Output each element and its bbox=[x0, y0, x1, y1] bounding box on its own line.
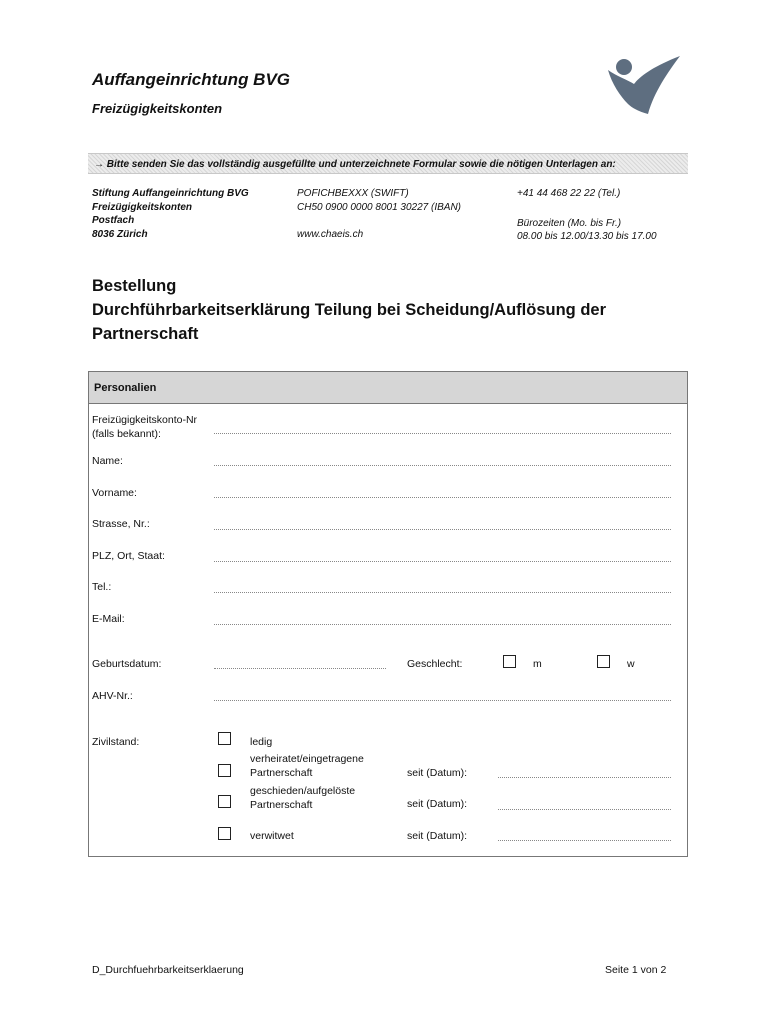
section-header: Personalien bbox=[88, 371, 688, 404]
iban-number: CH50 0900 0000 8001 30227 (IBAN) bbox=[297, 201, 462, 213]
married-since-label: seit (Datum): bbox=[407, 767, 468, 779]
name-field[interactable] bbox=[214, 465, 671, 466]
swift-code: POFICHBEXXX (SWIFT) bbox=[297, 188, 409, 199]
personal-data-section bbox=[88, 371, 688, 857]
bank-block bbox=[297, 187, 461, 241]
married-since-field[interactable] bbox=[498, 777, 671, 778]
website-link[interactable]: www.chaeis.ch bbox=[297, 228, 364, 240]
address-block bbox=[92, 187, 249, 241]
birthdate-label: Geburtsdatum: bbox=[92, 658, 162, 670]
contact-block bbox=[517, 187, 657, 244]
widowed-label: verwitwet bbox=[250, 830, 294, 842]
birthdate-field[interactable] bbox=[214, 668, 386, 669]
form-subtitle: Freizügigkeitskonten bbox=[92, 101, 223, 116]
widowed-since-label: seit (Datum): bbox=[407, 830, 468, 842]
phone-number: +41 44 468 22 22 (Tel.) bbox=[517, 188, 621, 199]
single-checkbox[interactable] bbox=[218, 732, 231, 745]
gender-m-label: m bbox=[533, 658, 542, 670]
instruction-banner bbox=[88, 153, 688, 174]
address-line: Stiftung Auffangeinrichtung BVG bbox=[92, 188, 249, 199]
divorced-since-label: seit (Datum): bbox=[407, 798, 468, 810]
document-id: D_Durchfuehrbarkeitserklaerung bbox=[92, 964, 244, 976]
widowed-since-field[interactable] bbox=[498, 840, 671, 841]
gender-m-checkbox[interactable] bbox=[503, 655, 516, 668]
name-label: Name: bbox=[92, 455, 123, 467]
page-title: Bestellung Durchführbarkeitserklärung Teilung bei Scheidung/Auflösung der Partnerschaft bbox=[92, 277, 606, 343]
firstname-field[interactable] bbox=[214, 497, 671, 498]
account-number-label: Freizügigkeitskonto-Nr (falls bekannt): bbox=[92, 414, 198, 440]
widowed-checkbox[interactable] bbox=[218, 827, 231, 840]
person-logo-icon bbox=[602, 54, 682, 116]
divorced-label: geschieden/aufgelöste Partnerschaft bbox=[250, 785, 356, 811]
arrow-right-icon: → bbox=[94, 159, 104, 170]
civil-status-label: Zivilstand: bbox=[92, 736, 140, 748]
form-title: Auffangeinrichtung BVG bbox=[92, 70, 291, 89]
address-line: Freizügigkeitskonten bbox=[92, 201, 193, 213]
divorced-since-field[interactable] bbox=[498, 809, 671, 810]
ahv-field[interactable] bbox=[214, 700, 671, 701]
address-line: Postfach bbox=[92, 215, 135, 226]
address-line: 8036 Zürich bbox=[92, 228, 148, 240]
page-number: Seite 1 von 2 bbox=[605, 964, 667, 976]
street-field[interactable] bbox=[214, 529, 671, 530]
divorced-checkbox[interactable] bbox=[218, 795, 231, 808]
office-hours: 08.00 bis 12.00/13.30 bis 17.00 bbox=[517, 231, 657, 242]
married-checkbox[interactable] bbox=[218, 764, 231, 777]
phone-label: Tel.: bbox=[92, 581, 112, 593]
phone-field[interactable] bbox=[214, 592, 671, 593]
ahv-label: AHV-Nr.: bbox=[92, 690, 133, 702]
street-label: Strasse, Nr.: bbox=[92, 518, 150, 530]
married-label: verheiratet/eingetragene Partnerschaft bbox=[250, 753, 364, 779]
single-label: ledig bbox=[250, 736, 273, 748]
city-field[interactable] bbox=[214, 561, 671, 562]
gender-w-checkbox[interactable] bbox=[597, 655, 610, 668]
email-label: E-Mail: bbox=[92, 613, 125, 625]
email-field[interactable] bbox=[214, 624, 671, 625]
city-label: PLZ, Ort, Staat: bbox=[92, 550, 165, 562]
office-hours-label: Bürozeiten (Mo. bis Fr.) bbox=[517, 217, 622, 229]
gender-label: Geschlecht: bbox=[407, 658, 463, 670]
firstname-label: Vorname: bbox=[92, 487, 137, 499]
account-number-field[interactable] bbox=[214, 433, 671, 434]
instruction-text: Bitte senden Sie das vollständig ausgefüllte und unterzeichnete Formular sowie die nötigen Unterlagen an: bbox=[106, 159, 616, 170]
gender-w-label: w bbox=[627, 658, 635, 670]
